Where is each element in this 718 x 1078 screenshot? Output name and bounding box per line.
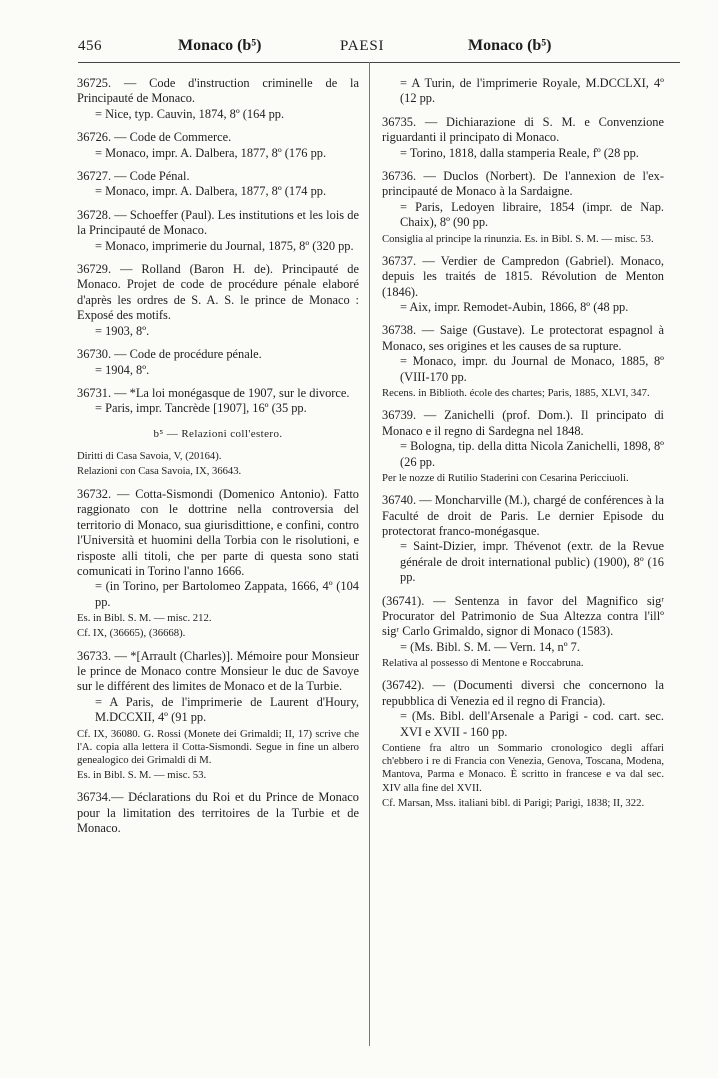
entry-36736 <box>382 169 664 246</box>
entry-36731 <box>77 386 359 417</box>
entry-imprint: = Nice, typ. Cauvin, 1874, 8º (164 pp. <box>95 106 285 121</box>
entry-36735 <box>382 115 664 161</box>
entry-text: 36733. — *[Arrault (Charles)]. Mémoire pour Monsieur le prince de Monaco contre Monsieur le duc de Savoye sur le différent des limites de Monaco et de la Turbie. <box>77 648 359 694</box>
entry-imprint: = Paris, impr. Tancrède [1907], 16º (35 pp. <box>95 401 307 416</box>
entry-imprint: = Aix, impr. Remodet-Aubin, 1866, 8º (48 pp. <box>400 300 629 315</box>
entry-36740 <box>382 493 664 585</box>
entry-imprint: = Monaco, impr. A. Dalbera, 1877, 8º (174 pp. <box>95 184 327 199</box>
entry-text: 36726. — Code de Commerce. <box>77 130 232 145</box>
entry-imprint: = 1904, 8º. <box>95 362 150 377</box>
entry-text: (36742). — (Documenti diversi che concernono la repubblica di Venezia ed il regno di Francia). <box>382 678 664 708</box>
entry-text: 36732. — Cotta-Sismondi (Domenico Antonio). Fatto raggionato con le dottrine nella controversia del territorio di Monaco, sua giurisdittione, e confini, contro l'Università et huomini della Torbia con le risolutioni, e risposte alli titoli, che per parte di questa sono stati comunicati in Torino l'anno 1666. <box>77 486 359 578</box>
entry-text: 36740. — Moncharville (M.), chargé de conférences à la Faculté de droit de Paris. Le dernier Episode du protectorat franco-monégasque. <box>382 493 664 538</box>
page-number: 456 <box>78 38 102 54</box>
entry-text: 36729. — Rolland (Baron H. de). Principauté de Monaco. Projet de code de procédure pénale elaboré d'après les ordres de S. A. S. le prince de Monaco : Exposé des motifs. <box>77 262 359 323</box>
header-rule <box>78 62 680 63</box>
entry-text: 36739. — Zanichelli (prof. Dom.). Il principato di Monaco e il regno di Sardegna nel 1848. <box>382 408 664 438</box>
left-column <box>77 76 359 845</box>
section-heading: b⁵ — Relazioni coll'estero. <box>153 427 283 440</box>
entry-36739 <box>382 408 664 485</box>
entry-text: 36734.— Déclarations du Roi et du Prince de Monaco pour la limitation des territoires de la Turbie et de Monaco. <box>77 790 359 836</box>
entry-imprint: = Torino, 1818, dalla stamperia Reale, fº (28 pp. <box>400 145 639 160</box>
entry-imprint: = (Ms. Bibl. dell'Arsenale a Parigi - cod. cart. sec. XVI e XVII - 160 pp. <box>400 709 664 739</box>
entry-note: Recens. in Biblioth. école des chartes; Paris, 1885, XLVI, 347. <box>382 387 650 400</box>
entry-36732 <box>77 487 359 641</box>
entry-text: 36731. — *La loi monégasque de 1907, sur le divorce. <box>77 385 350 400</box>
cross-reference: Diritti di Casa Savoia, V, (20164). <box>77 451 222 463</box>
entry-note: Contiene fra altro un Sommario cronologico degli affari ch'ebbero i re di Francia con Venezia, Genova, Toscana, Modena, Mantova, Parma e Monaco. È scritto in francese e va dal sec. XIV alla fine del XVII. <box>382 742 664 794</box>
entry-note: Consiglia al principe la rinunzia. Es. in Bibl. S. M. — misc. 53. <box>382 232 654 245</box>
entry-36728 <box>77 208 359 254</box>
entry-imprint: = Monaco, impr. du Journal de Monaco, 1885, 8º (VIII-170 pp. <box>400 354 664 384</box>
entry-36737 <box>382 254 664 316</box>
entry-36727 <box>77 169 359 200</box>
entry-imprint: = A Turin, de l'imprimerie Royale, M.DCCLXI, 4º (12 pp. <box>400 76 664 106</box>
page-header <box>78 34 658 58</box>
entry-36729 <box>77 262 359 339</box>
column-divider <box>369 62 370 1046</box>
entry-note: Es. in Bibl. S. M. — misc. 212. <box>77 612 212 625</box>
entry-36741 <box>382 594 664 671</box>
entry-36734-continued <box>382 76 664 107</box>
entry-text: 36737. — Verdier de Campredon (Gabriel). Monaco, depuis les traités de 1815. Révolution de Menton (1846). <box>382 253 664 299</box>
entry-text: (36741). — Sentenza in favor del Magnifico sigʳ Procurator del Patrimonio de Sua Altezza contra l'illº sigʳ Carlo Grimaldo, signor di Monaco (1583). <box>382 593 664 639</box>
entry-36725 <box>77 76 359 122</box>
entry-36742 <box>382 678 664 810</box>
entry-text: 36728. — Schoeffer (Paul). Les institutions et les lois de la Principauté de Monaco. <box>77 207 359 238</box>
entry-imprint: = A Paris, de l'imprimerie de Laurent d'Houry, M.DCCXII, 4º (91 pp. <box>95 694 359 725</box>
entry-imprint: = Paris, Ledoyen libraire, 1854 (impr. de Nap. Chaix), 8º (90 pp. <box>400 199 664 230</box>
entry-imprint: = Monaco, imprimerie du Journal, 1875, 8º (320 pp. <box>95 238 354 253</box>
entry-text: 36738. — Saige (Gustave). Le protectorat espagnol à Monaco, ses origines et les causes de sa rupture. <box>382 323 664 353</box>
entry-imprint: = Saint-Dizier, impr. Thévenot (extr. de la Revue générale de droit international public) (1900), 8º (16 pp. <box>400 539 664 585</box>
cross-reference: Relazioni con Casa Savoia, IX, 36643. <box>77 465 242 477</box>
entry-note: Cf. IX, 36080. G. Rossi (Monete dei Grimaldi; II, 17) scrive che l'A. copia alla lettera il Cotta-Sismondi. Segue in fine un albero genealogico dei Grimaldi di M. <box>77 727 359 767</box>
entry-text: 36727. — Code Pénal. <box>77 169 190 184</box>
entry-note: Es. in Bibl. S. M. — misc. 53. <box>77 769 207 782</box>
right-column <box>382 76 664 818</box>
running-title-left: Monaco (b⁵) <box>178 37 262 54</box>
entry-note: Per le nozze di Rutilio Staderini con Cesarina Pericciuoli. <box>382 471 629 484</box>
entry-text: 36735. — Dichiarazione di S. M. e Convenzione riguardanti il principato di Monaco. <box>382 114 664 145</box>
entry-36738 <box>382 323 664 400</box>
entry-text: 36730. — Code de procédure pénale. <box>77 347 262 362</box>
entry-36730 <box>77 347 359 378</box>
entry-imprint: = Monaco, impr. A. Dalbera, 1877, 8º (176 pp. <box>95 145 327 160</box>
entry-36733 <box>77 649 359 783</box>
entry-note: Relativa al possesso di Mentone e Roccabruna. <box>382 657 584 670</box>
entry-text: 36725. — Code d'instruction criminelle de la Principauté de Monaco. <box>77 76 359 106</box>
entry-36726 <box>77 130 359 161</box>
entry-text: 36736. — Duclos (Norbert). De l'annexion de l'ex-principauté de Monaco à la Sardaigne. <box>382 169 664 199</box>
running-title-right: Monaco (b⁵) <box>468 37 552 54</box>
entry-imprint: = 1903, 8º. <box>95 323 150 338</box>
entry-note: Cf. Marsan, Mss. italiani bibl. di Parigi; Parigi, 1838; II, 322. <box>382 796 645 809</box>
entry-imprint: = (Ms. Bibl. S. M. — Vern. 14, nº 7. <box>400 639 580 654</box>
entry-36734 <box>77 790 359 836</box>
entry-imprint: = Bologna, tip. della ditta Nicola Zanichelli, 1898, 8º (26 pp. <box>400 439 664 469</box>
entry-imprint: = (in Torino, per Bartolomeo Zappata, 1666, 4º (104 pp. <box>95 579 359 609</box>
entry-note: Cf. IX, (36665), (36668). <box>77 627 186 640</box>
running-title-center: PAESI <box>340 38 385 54</box>
